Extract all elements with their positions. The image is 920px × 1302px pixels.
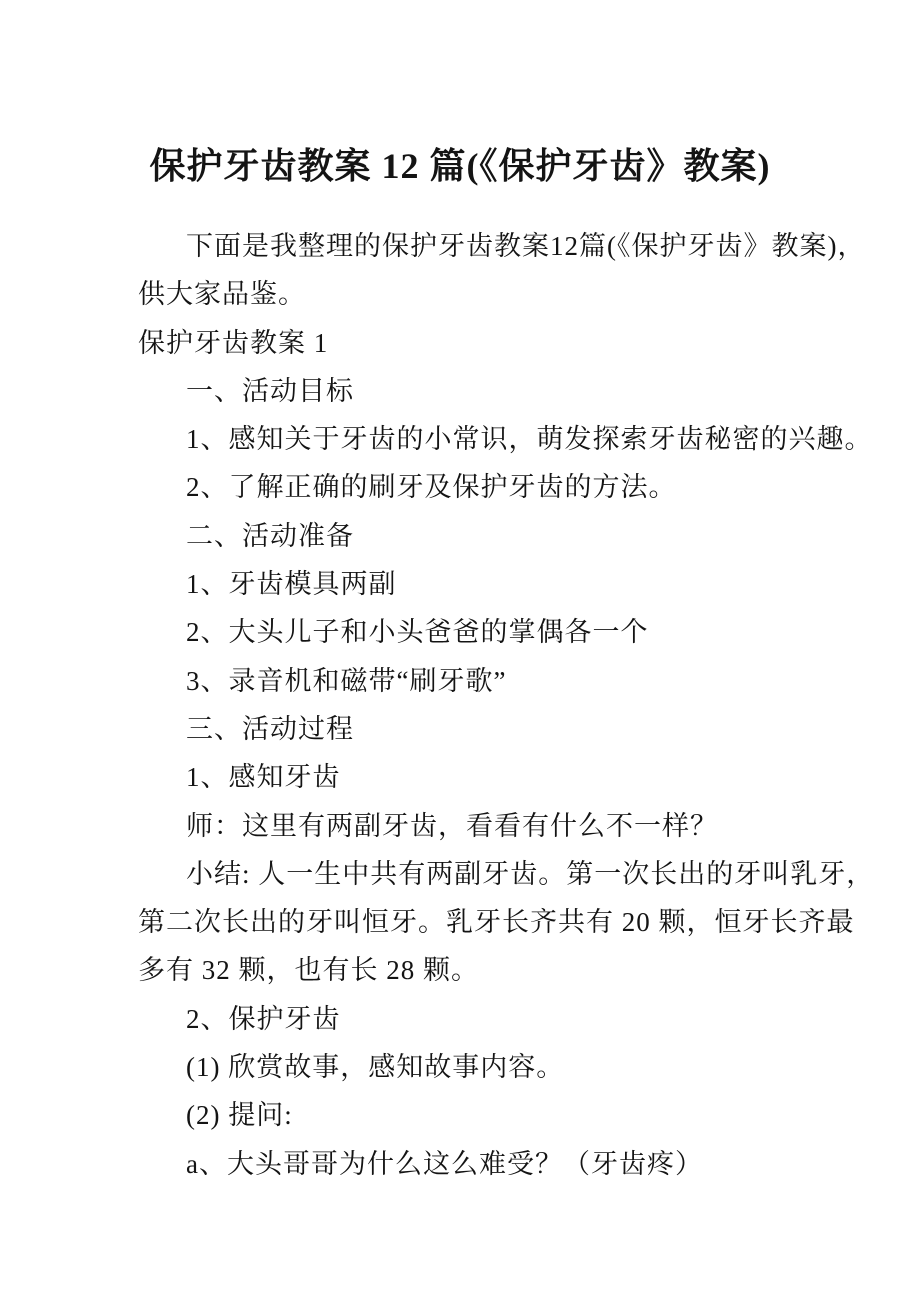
paragraph-line: 1、感知关于牙齿的小常识，萌发探索牙齿秘密的兴趣。 — [186, 424, 873, 455]
paragraph-line: 二、活动准备 — [186, 520, 354, 551]
paragraph-line: 1、感知牙齿 — [186, 762, 341, 793]
paragraph-line: 供大家品鉴。 — [138, 279, 306, 310]
document-body — [0, 222, 920, 1188]
paragraph-line: 多有 32 颗，也有长 28 颗。 — [138, 955, 479, 986]
paragraph-line: (1) 欣赏故事，感知故事内容。 — [186, 1052, 565, 1083]
paragraph-line: 1、牙齿模具两副 — [186, 569, 397, 600]
document-title: 保护牙齿教案 12 篇(《保护牙齿》教案) — [149, 146, 771, 186]
paragraph-line: 2、保护牙齿 — [186, 1003, 341, 1034]
paragraph-line: 三、活动过程 — [186, 713, 354, 744]
paragraph-line: 保护牙齿教案 1 — [138, 327, 329, 358]
paragraph-line: 第二次长出的牙叫恒牙。乳牙长齐共有 20 颗，恒牙长齐最 — [138, 907, 855, 938]
paragraph-line: 3、录音机和磁带“刷牙歌” — [186, 665, 507, 696]
paragraph-line: a、大头哥哥为什么这么难受？（牙齿疼） — [186, 1148, 703, 1179]
paragraph-line: 下面是我整理的保护牙齿教案12篇(《保护牙齿》教案)， — [186, 231, 866, 261]
paragraph-line: 2、大头儿子和小头爸爸的掌偶各一个 — [186, 617, 649, 648]
paragraph-line: 师：这里有两副牙齿，看看有什么不一样？ — [186, 810, 718, 841]
paragraph-line: (2) 提问: — [186, 1100, 293, 1131]
paragraph-line: 小结: 人一生中共有两副牙齿。第一次长出的牙叫乳牙， — [186, 858, 875, 889]
paragraph-line: 一、活动目标 — [186, 375, 354, 406]
paragraph-line: 2、了解正确的刷牙及保护牙齿的方法。 — [186, 472, 677, 503]
